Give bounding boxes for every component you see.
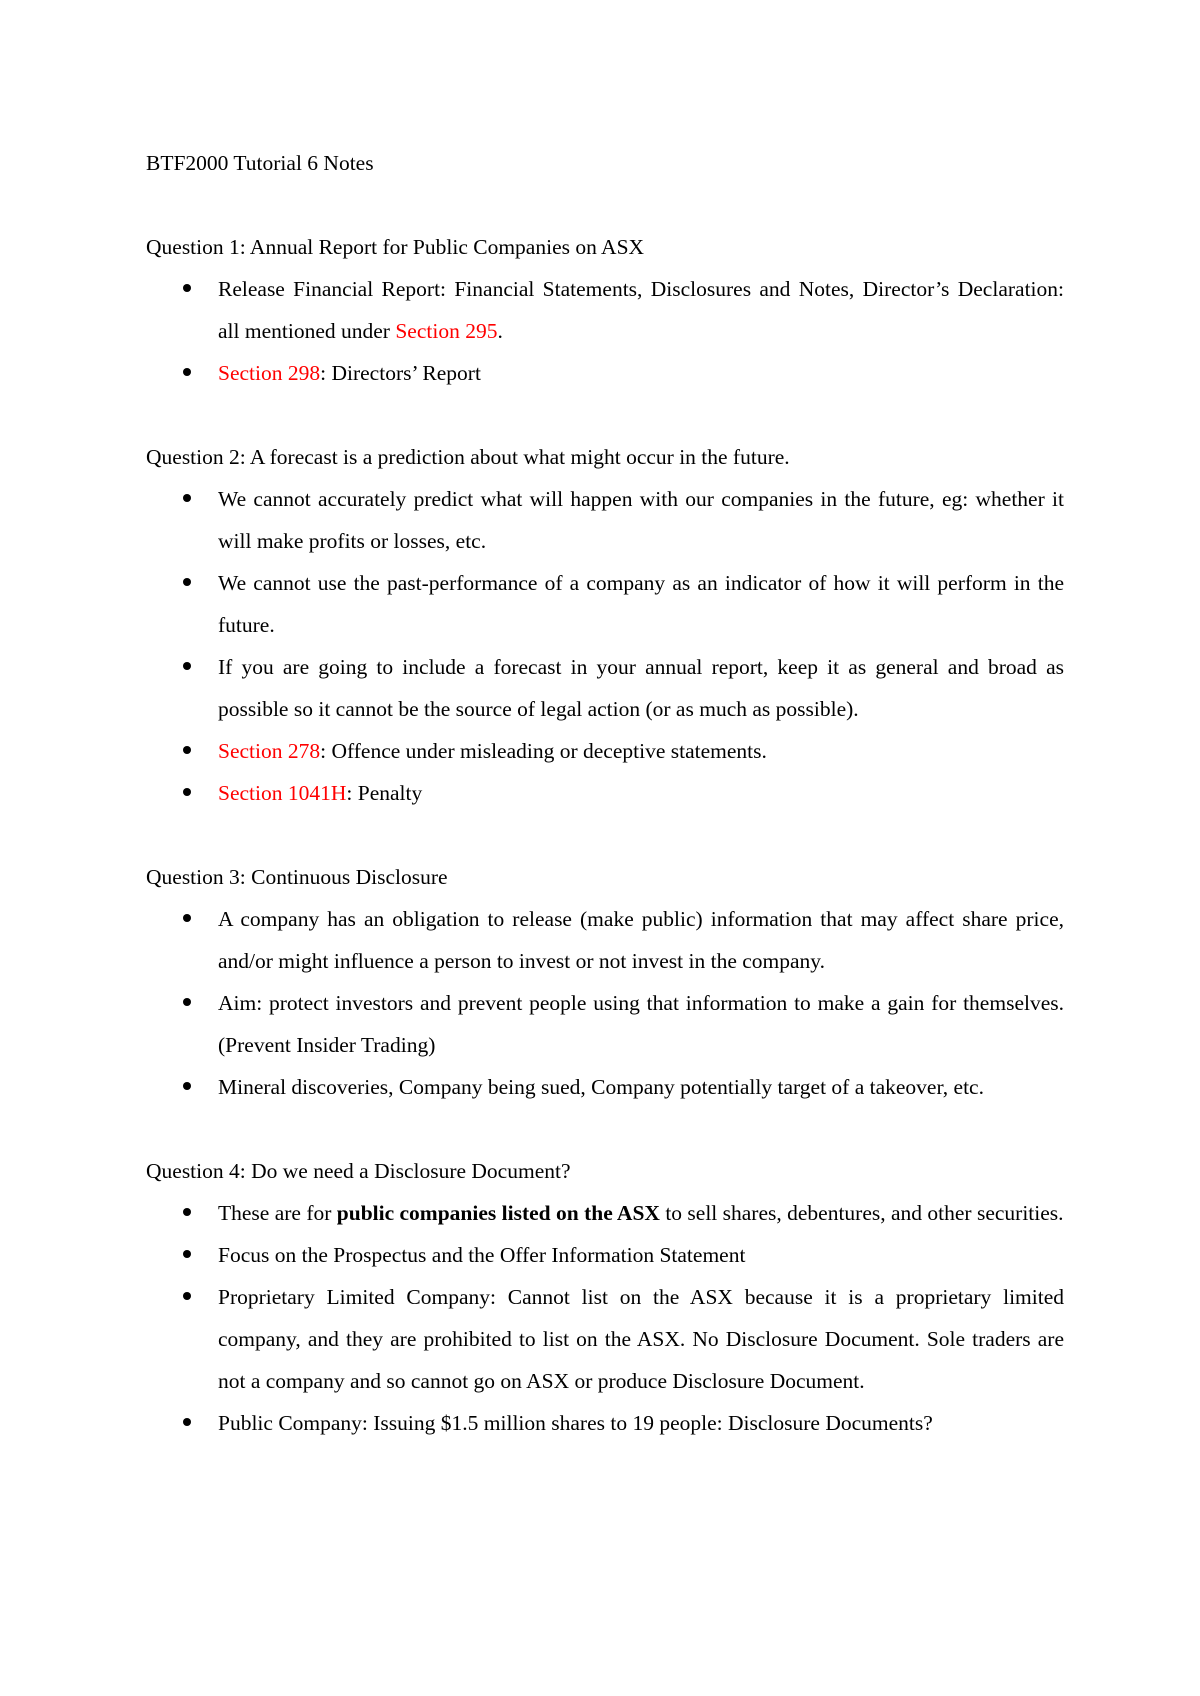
- list-item: Section 278: Offence under misleading or deceptive statements.: [146, 730, 1064, 772]
- question-3-section: [146, 856, 1064, 1108]
- list-item: If you are going to include a forecast in your annual report, keep it as general and broad as possible so it cannot be the source of legal action (or as much as possible).: [146, 646, 1064, 730]
- list-item: Mineral discoveries, Company being sued, Company potentially target of a takeover, etc.: [146, 1066, 1064, 1108]
- section-reference: Section 295: [395, 319, 498, 343]
- section-reference: Section 298: [218, 361, 321, 385]
- question-4-section: [146, 1150, 1064, 1444]
- list-item: Focus on the Prospectus and the Offer Information Statement: [146, 1234, 1064, 1276]
- bullet-icon: [183, 1250, 191, 1258]
- bullet-icon: [183, 788, 191, 796]
- question-3-heading: Question 3: Continuous Disclosure: [146, 865, 448, 889]
- list-item: Section 1041H: Penalty: [146, 772, 1064, 814]
- list-item: A company has an obligation to release (make public) information that may affect share price, and/or might influence a person to invest or not invest in the company.: [146, 898, 1064, 982]
- question-1-section: [146, 226, 1064, 394]
- list-item: We cannot accurately predict what will happen with our companies in the future, eg: whether it will make profits or losses, etc.: [146, 478, 1064, 562]
- list-item: Proprietary Limited Company: Cannot list on the ASX because it is a proprietary limited company, and they are prohibited to list on the ASX. No Disclosure Document. Sole traders are not a company and so cannot go on ASX or produce Disclosure Document.: [146, 1276, 1064, 1402]
- question-1-list: [146, 268, 1064, 394]
- question-2-section: [146, 436, 1064, 814]
- bullet-icon: [183, 284, 191, 292]
- list-item: Section 298: Directors’ Report: [146, 352, 1064, 394]
- bullet-icon: [183, 368, 191, 376]
- bullet-icon: [183, 914, 191, 922]
- document-title: BTF2000 Tutorial 6 Notes: [146, 151, 374, 175]
- bullet-icon: [183, 578, 191, 586]
- bullet-icon: [183, 1292, 191, 1300]
- section-reference: Section 278: [218, 739, 321, 763]
- bullet-icon: [183, 1082, 191, 1090]
- list-item: Aim: protect investors and prevent people using that information to make a gain for themselves. (Prevent Insider Trading): [146, 982, 1064, 1066]
- question-2-list: [146, 478, 1064, 814]
- bullet-icon: [183, 662, 191, 670]
- list-item: Release Financial Report: Financial Statements, Disclosures and Notes, Director’s Declaration: all mentioned under Section 295.: [146, 268, 1064, 352]
- emphasis-text: public companies listed on the ASX: [336, 1201, 660, 1225]
- question-4-heading: Question 4: Do we need a Disclosure Document?: [146, 1159, 571, 1183]
- question-2-heading: Question 2: A forecast is a prediction about what might occur in the future.: [146, 445, 790, 469]
- bullet-icon: [183, 1418, 191, 1426]
- document-body: [146, 142, 1064, 1444]
- bullet-icon: [183, 746, 191, 754]
- question-4-list: [146, 1192, 1064, 1444]
- question-3-list: [146, 898, 1064, 1108]
- section-reference: Section 1041H: [218, 781, 347, 805]
- bullet-icon: [183, 494, 191, 502]
- list-item: These are for public companies listed on the ASX to sell shares, debentures, and other securities.: [146, 1192, 1064, 1234]
- list-item: Public Company: Issuing $1.5 million shares to 19 people: Disclosure Documents?: [146, 1402, 1064, 1444]
- bullet-icon: [183, 1208, 191, 1216]
- bullet-icon: [183, 998, 191, 1006]
- list-item: We cannot use the past-performance of a company as an indicator of how it will perform in the future.: [146, 562, 1064, 646]
- question-1-heading: Question 1: Annual Report for Public Companies on ASX: [146, 235, 645, 259]
